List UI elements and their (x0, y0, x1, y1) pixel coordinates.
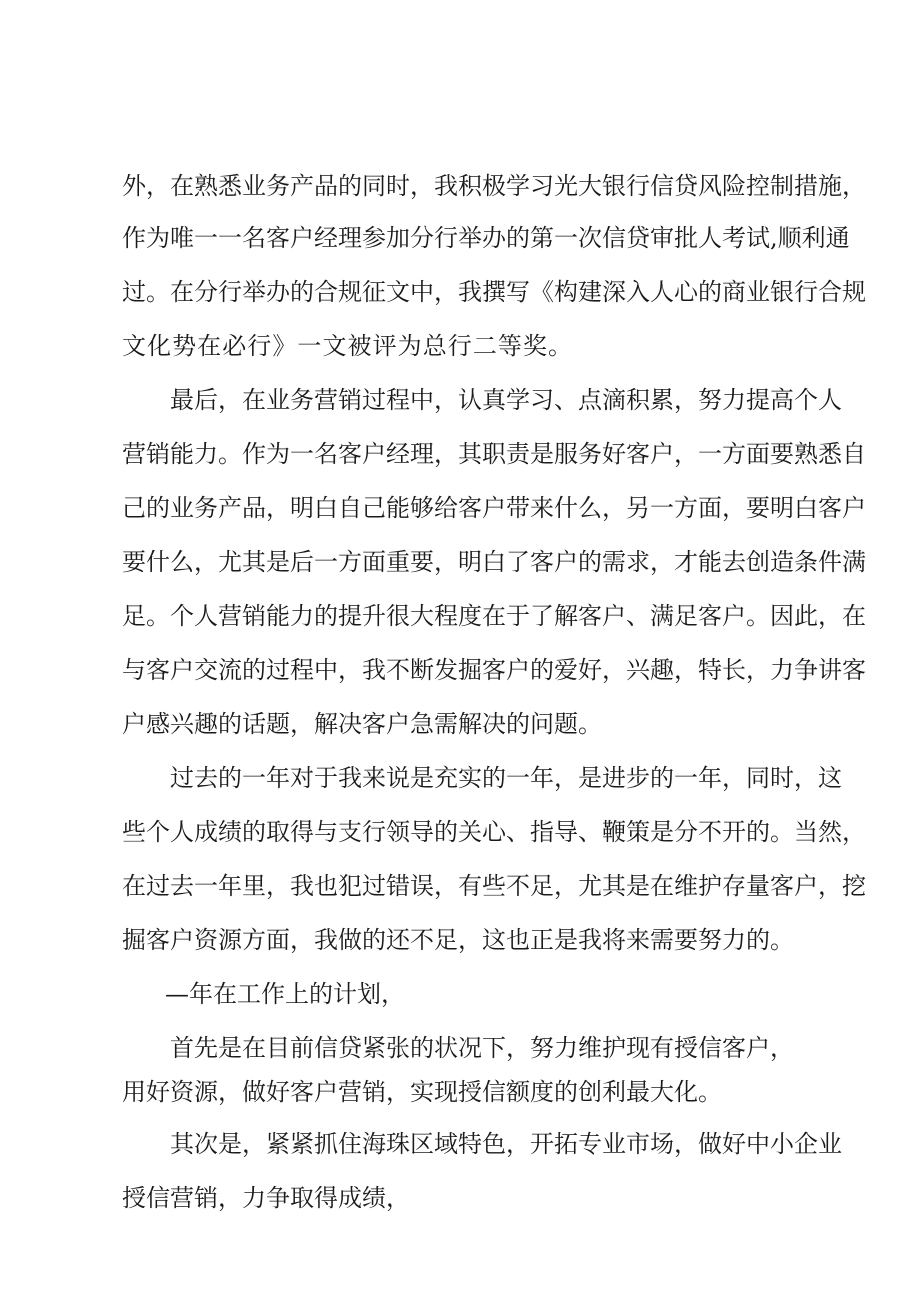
text-line: 足。个人营销能力的提升很大程度在于了解客户、满足客户。因此，在 (122, 602, 866, 630)
text-line: 己的业务产品，明白自己能够给客户带来什么，另一方面，要明白客户 (122, 494, 866, 522)
text-line: 授信营销，力争取得成绩， (122, 1184, 410, 1212)
text-line: 要什么，尤其是后一方面重要，明白了客户的需求，才能去创造条件满 (122, 548, 866, 576)
text-line: 些个人成绩的取得与支行领导的关心、指导、鞭策是分不开的。当然， (122, 818, 866, 846)
text-line: 过去的一年对于我来说是充实的一年，是进步的一年，同时，这 (170, 764, 842, 792)
text-line: 掘客户资源方面，我做的还不足，这也正是我将来需要努力的。 (122, 926, 794, 954)
text-line: 文化势在必行》一文被评为总行二等奖。 (122, 332, 574, 360)
text-line: 营销能力。作为一名客户经理，其职责是服务好客户，一方面要熟悉自 (122, 440, 866, 468)
text-line: 最后，在业务营销过程中，认真学习、点滴积累，努力提高个人 (170, 386, 842, 414)
text-line: —年在工作上的计划， (165, 980, 405, 1008)
text-line: 过。在分行举办的合规征文中，我撰写《构建深入人心的商业银行合规 (122, 278, 866, 306)
text-line: 作为唯一一名客户经理参加分行举办的第一次信贷审批人考试,顺利通 (122, 224, 850, 252)
text-line: 户感兴趣的话题，解决客户急需解决的问题。 (122, 710, 602, 738)
text-line: 用好资源，做好客户营销，实现授信额度的创利最大化。 (122, 1078, 722, 1106)
text-line: 其次是，紧紧抓住海珠区域特色，开拓专业市场，做好中小企业 (170, 1130, 842, 1158)
text-line: 在过去一年里，我也犯过错误，有些不足，尤其是在维护存量客户，挖 (122, 872, 866, 900)
text-line: 外，在熟悉业务产品的同时，我积极学习光大银行信贷风险控制措施， (122, 172, 866, 200)
text-line: 首先是在目前信贷紧张的状况下，努力维护现有授信客户， (170, 1034, 794, 1062)
text-line: 与客户交流的过程中，我不断发掘客户的爱好，兴趣，特长，力争讲客 (122, 656, 866, 684)
